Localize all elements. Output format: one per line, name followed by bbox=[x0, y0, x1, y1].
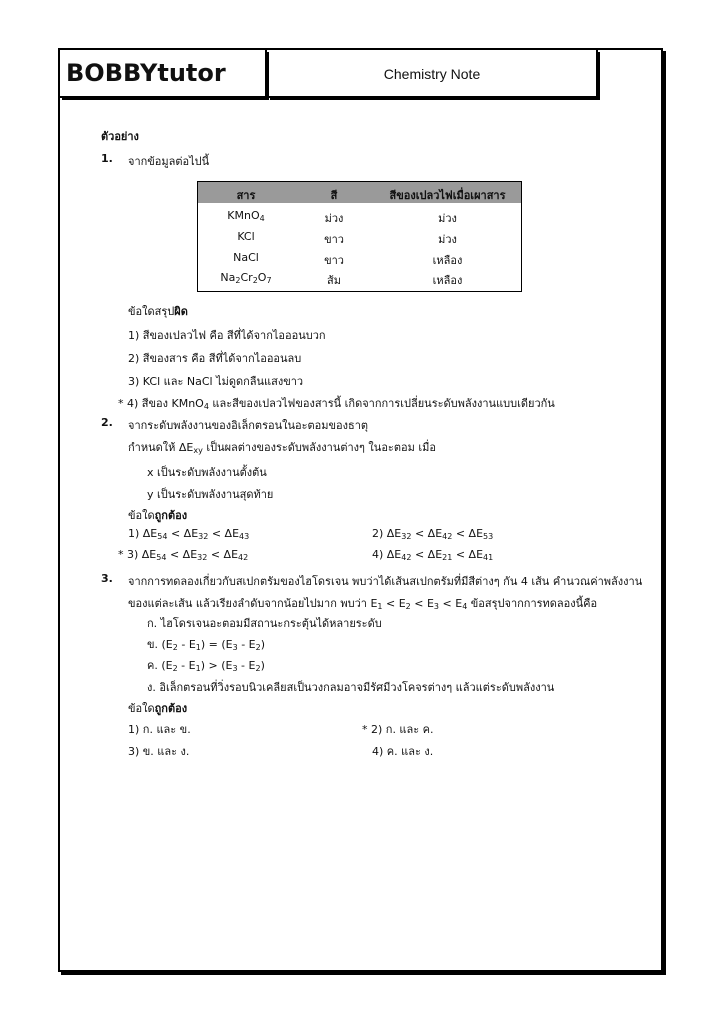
table-cell: ส้ม bbox=[327, 274, 341, 287]
example-label: ตัวอย่าง bbox=[101, 130, 139, 143]
table-cell: ม่วง bbox=[438, 233, 457, 246]
q2-question-emph: ถูกต้อง bbox=[154, 509, 188, 522]
q3-line-2: ของแต่ละเส้น แล้วเรียงลำดับจากน้อยไปมาก พบว่า $E_1 < E_2 < E_3 < E_4$ ข้อสรุปจากการทดลองนี้คือ bbox=[128, 597, 598, 611]
q3-question-prefix: ข้อใด bbox=[128, 702, 155, 715]
table-cell: ขาว bbox=[324, 254, 344, 267]
table-cell: NaCl bbox=[233, 251, 259, 264]
q1-table bbox=[197, 181, 522, 292]
table-cell: ม่วง bbox=[324, 212, 344, 225]
q2-line-1: จากระดับพลังงานของอิเล็กตรอนในอะตอมของธาตุ bbox=[128, 419, 369, 432]
q3-choice-1: 1) ก. และ ข. bbox=[128, 723, 191, 736]
table-cell: $Na_2Cr_2O_7$ bbox=[220, 271, 272, 285]
table-header-color: สี bbox=[330, 189, 338, 202]
q3-line-1: จากการทดลองเกี่ยวกับสเปกตรัมของไฮโดรเจน พบว่าได้เส้นสเปกตรัมที่มีสีต่างๆ กัน 4 เส้น คำนวณค่าพลังงาน bbox=[128, 575, 643, 588]
table-cell: เหลือง bbox=[432, 254, 463, 267]
table-cell: เหลือง bbox=[432, 274, 463, 287]
q3-choice-4: 4) ค. และ ง. bbox=[372, 745, 434, 758]
q2-line-2 bbox=[128, 438, 436, 456]
q3-question bbox=[128, 699, 187, 717]
q2-choice-4: 4) $\Delta E_{42} < \Delta E_{21} < \Delta E_{41}$ bbox=[372, 548, 494, 562]
q3-item-a: ก. ไฮโดรเจนอะตอมมีสถานะกระตุ้นได้หลายระดับ bbox=[147, 617, 382, 630]
q2-choice-2: 2) $\Delta E_{32} < \Delta E_{42} < \Delta E_{53}$ bbox=[372, 527, 494, 541]
q3-question-emph: ถูกต้อง bbox=[154, 702, 188, 715]
q2-line-2-sub: xy bbox=[193, 446, 203, 455]
q2-number: 2. bbox=[101, 416, 113, 429]
q1-choice-3: 3) KCl และ NaCl ไม่ดูดกลืนแสงขาว bbox=[128, 375, 304, 388]
q1-number: 1. bbox=[101, 152, 113, 165]
table-header-flame-color: สีของเปลวไฟเมื่อเผาสาร bbox=[389, 189, 506, 202]
q2-line-2-b: เป็นผลต่างของระดับพลังงานต่างๆ ในอะตอม เมื่อ bbox=[202, 441, 436, 454]
q1-choice-1: 1) สีของเปลวไฟ คือ สีที่ได้จากไอออนบวก bbox=[128, 329, 326, 342]
q3-choice-3: 3) ข. และ ง. bbox=[128, 745, 190, 758]
q1-question-prefix: ข้อใดสรุป bbox=[128, 305, 175, 318]
q2-line-2-a: กำหนดให้ ΔE bbox=[128, 441, 194, 454]
q1-choice-4: * 4) สีของ KMnO$_4$ และสีของเปลวไฟของสารนี้ เกิดจากการเปลี่ยนระดับพลังงานแบบเดียวกัน bbox=[118, 397, 555, 411]
table-cell: ม่วง bbox=[438, 212, 457, 225]
q2-question-prefix: ข้อใด bbox=[128, 509, 155, 522]
table-cell: KMnO$_4$ bbox=[227, 209, 265, 223]
q2-choice-1: 1) $\Delta E_{54} < \Delta E_{32} < \Delta E_{43}$ bbox=[128, 527, 250, 541]
table-header-row bbox=[198, 182, 521, 203]
q2-x-definition: x เป็นระดับพลังงานตั้งต้น bbox=[147, 466, 267, 479]
brand-logo: BOBBYtutor bbox=[66, 59, 226, 87]
q1-prompt: จากข้อมูลต่อไปนี้ bbox=[128, 155, 210, 168]
q1-choice-2: 2) สีของสาร คือ สีที่ได้จากไอออนลบ bbox=[128, 352, 302, 365]
q1-question-emph: ผิด bbox=[174, 305, 188, 318]
q3-item-d: ง. อิเล็กตรอนที่วิ่งรอบนิวเคลียสเป็นวงกลมอาจมีรัศมีวงโคจรต่างๆ แล้วแต่ระดับพลังงาน bbox=[147, 681, 555, 694]
q3-item-c: ค. $(E_2 - E_1) > (E_3 - E_2)$ bbox=[147, 659, 265, 673]
table-cell: ขาว bbox=[324, 233, 344, 246]
table-cell: KCl bbox=[237, 230, 255, 243]
q3-number: 3. bbox=[101, 572, 113, 585]
q3-choice-2: * 2) ก. และ ค. bbox=[362, 723, 434, 736]
q1-question bbox=[128, 302, 188, 320]
subject-title: Chemistry Note bbox=[383, 66, 481, 82]
q2-y-definition: y เป็นระดับพลังงานสุดท้าย bbox=[147, 488, 274, 501]
q2-choice-3: * 3) $\Delta E_{54} < \Delta E_{32} < \Delta E_{42}$ bbox=[118, 548, 249, 562]
table-header-substance: สาร bbox=[236, 189, 256, 202]
q3-item-b: ข. $(E_2 - E_1) = (E_3 - E_2)$ bbox=[147, 638, 266, 652]
q2-question bbox=[128, 506, 187, 524]
